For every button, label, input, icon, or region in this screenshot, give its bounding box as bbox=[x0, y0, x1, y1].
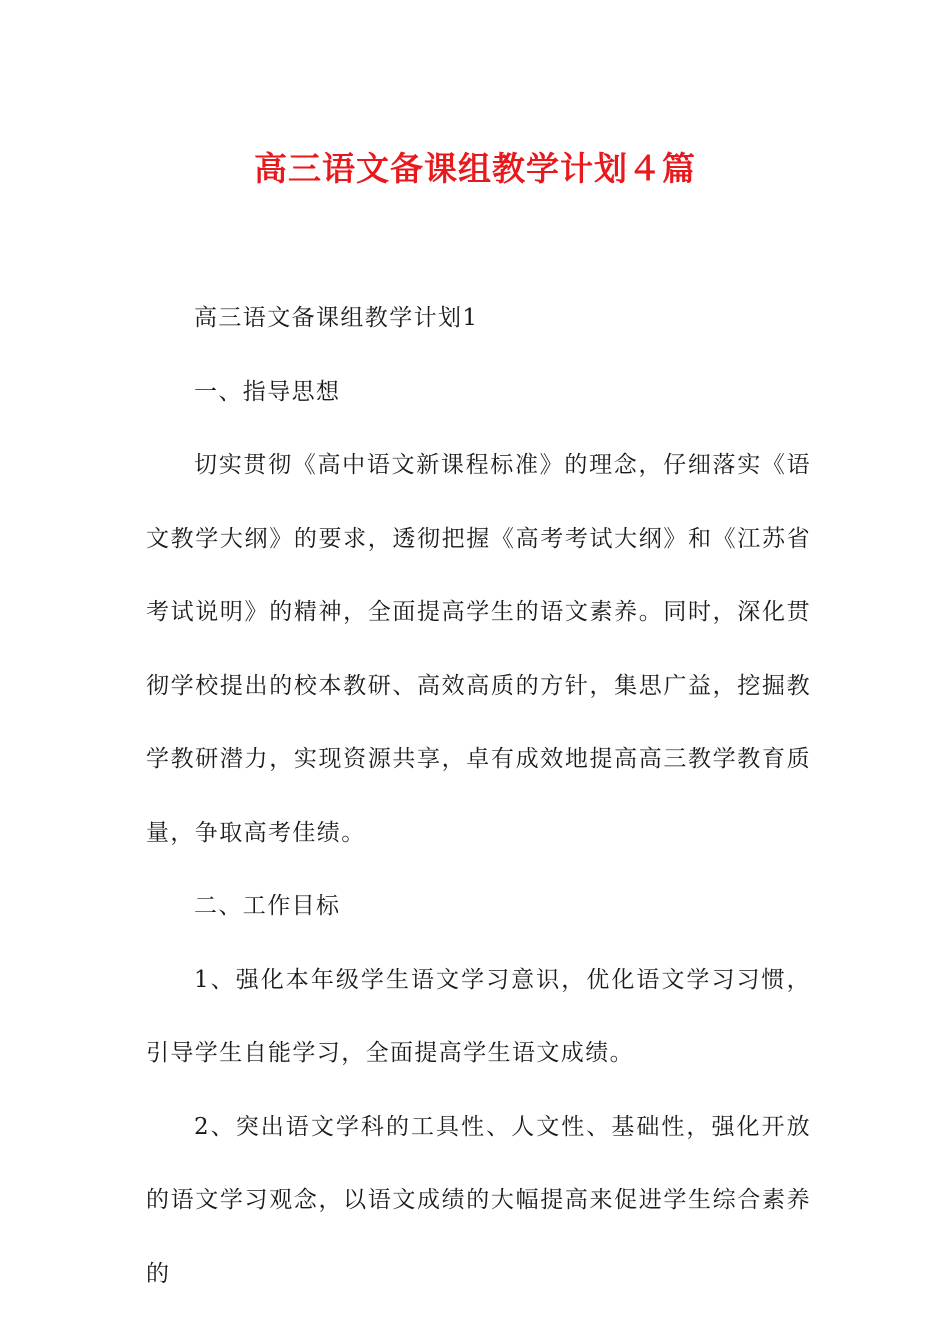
paragraph-goal-1: 1、强化本年级学生语文学习意识，优化语文学习习惯，引导学生自能学习，全面提高学生语文成绩。 bbox=[146, 966, 811, 1066]
section-heading-plan-1: 高三语文备课组教学计划1 bbox=[194, 305, 479, 331]
paragraph-guiding-ideology: 切实贯彻《高中语文新课程标准》的理念，仔细落实《语文教学大纲》的要求，透彻把握《高考考试大纲》和《江苏省考试说明》的精神，全面提高学生的语文素养。同时，深化贯彻学校提出的校本教研、高效高质的方针，集思广益，挖掘教学教研潜力，实现资源共享，卓有成效地提高高三教学教育质量，争取高考佳绩。 bbox=[146, 452, 811, 846]
section-heading-guiding-ideology: 一、指导思想 bbox=[194, 378, 341, 405]
paragraph-goal-2: 2、突出语文学科的工具性、人文性、基础性，强化开放的语文学习观念，以语文成绩的大幅提高来促进学生综合素养的 bbox=[146, 1113, 811, 1287]
section-heading-work-goals: 二、工作目标 bbox=[194, 893, 341, 919]
document-body bbox=[146, 282, 811, 1311]
document-title: 高三语文备课组教学计划４篇 bbox=[254, 149, 696, 188]
